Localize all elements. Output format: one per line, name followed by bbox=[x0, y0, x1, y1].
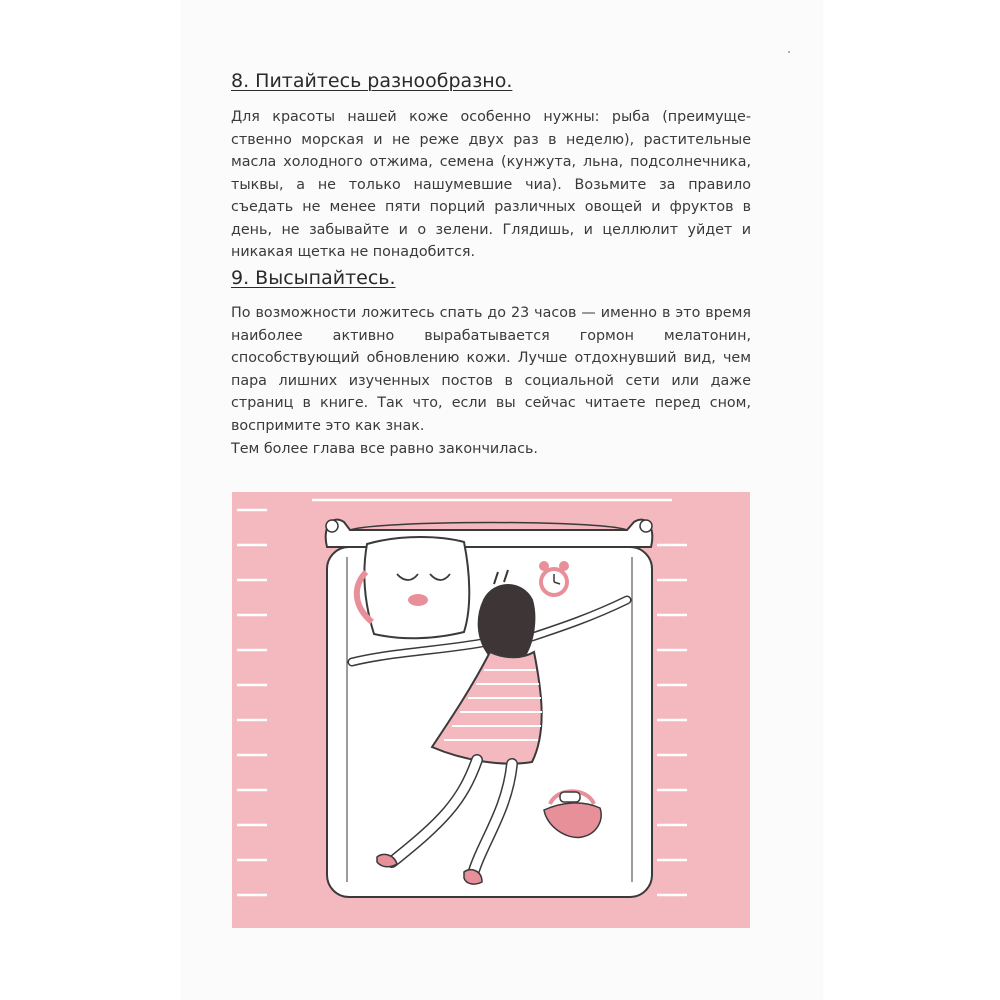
pillow-with-face bbox=[357, 537, 469, 638]
section-8-paragraph: Для красоты нашей коже особенно нужны: рыба (преимущественно морская и не реже двух раз в неделю), растительные масла холодного отжима, семена (кунжута, льна, подсолнечника, тыквы, а не только нашумевшие чиа). Возьмите за правило съедать не менее пяти порций различных овощей и фруктов в день, не забывайте и о зелени. Глядишь, и целлюлит уйдет и никакая щетка не понадобится. bbox=[231, 109, 751, 260]
section-9-paragraph: По возможности ложитесь спать до 23 часов — именно в это время наиболее активно вырабатывается гормон мелатонин, способствующий обновлению кожи. Лучше отдохнувший вид, чем пара лишних изученных постов в социальной сети или даже страниц в книге. Так что, если вы сейчас читаете перед сном, воспримите это как знак. bbox=[231, 305, 751, 434]
section-8-heading: 8. Питайтесь разнообразно. bbox=[231, 70, 513, 92]
sleeping-woman-illustration bbox=[232, 492, 750, 928]
section-9-heading: 9. Высыпайтесь. bbox=[231, 267, 396, 289]
page-speck bbox=[788, 51, 790, 53]
closing-paragraph: Тем более глава все равно закончилась. bbox=[231, 441, 538, 457]
